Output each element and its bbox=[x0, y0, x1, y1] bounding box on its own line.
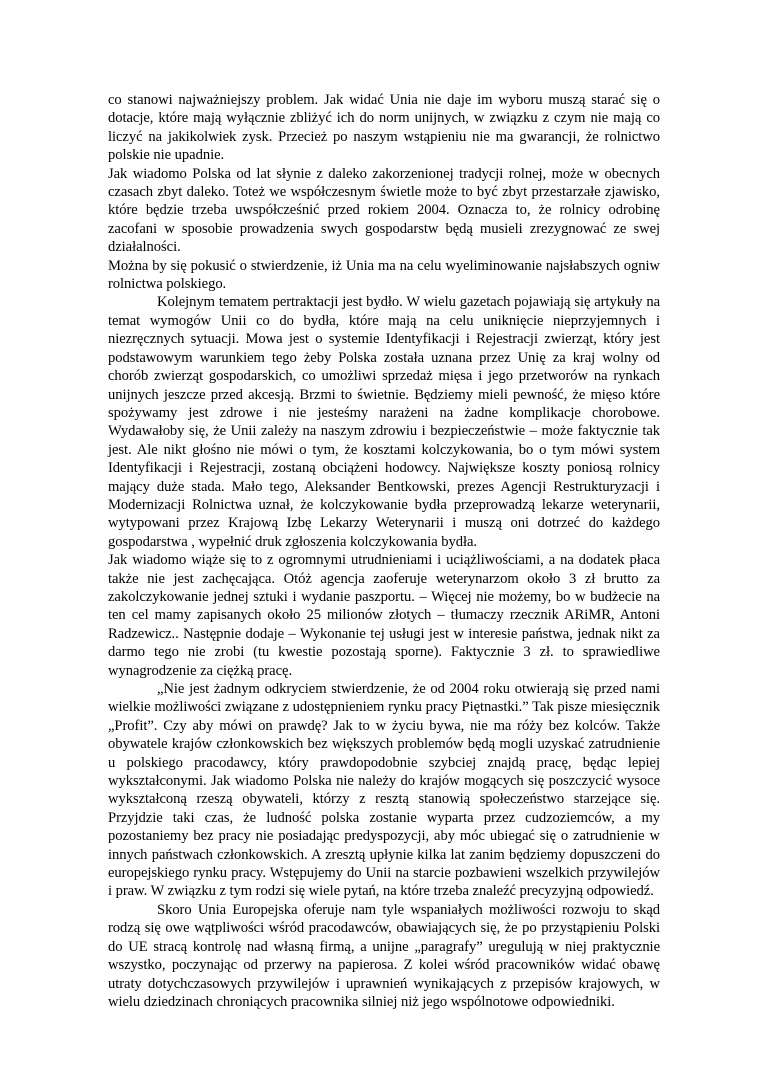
paragraph: Kolejnym tematem pertraktacji jest bydło. W wielu gazetach pojawiają się artykuły na temat wymogów Unii co do bydła, które mają na celu uniknięcie nieprzyjemnych i niezręcznych sytuacji. Mowa jest o systemie Identyfikacji i Rejestracji zwierząt, który jest podstawowym warunkiem tego żeby Polska została uznana przez Unię za kraj wolny od chorób zwierząt gospodarskich, co umożliwi sprzedaż mięsa i jego przetworów na rynkach unijnych jeszcze przed akcesją. Brzmi to świetnie. Będziemy mieli pewność, że mięso które spożywamy jest zdrowe i nie jesteśmy narażeni na żadne komplikacje chorobowe. Wydawałoby się, że Unii zależy na naszym zdrowiu i bezpieczeństwie – może faktycznie tak jest. Ale nikt głośno nie mówi o tym, że kosztami kolczykowania, bo o tym mówi system Identyfikacji i Rejestracji, zostaną obciążeni hodowcy. Największe koszty poniosą rolnicy mający duże stada. Mało tego, Aleksander Bentkowski, prezes Agencji Restrukturyzacji i Modernizacji Rolnictwa uznał, że kolczykowanie bydła przeprowadzą lekarze weterynarii, wytypowani przez Krajową Izbę Lekarzy Weterynarii i muszą oni dotrzeć do każdego gospodarstwa , wypełnić druk zgłoszenia kolczykowania bydła. bbox=[108, 294, 660, 550]
paragraph: Skoro Unia Europejska oferuje nam tyle wspaniałych możliwości rozwoju to skąd rodzą się owe wątpliwości wśród pracodawców, obawiających się, że po przystąpieniu Polski do UE stracą kontrolę nad własną firmą, a unijne „paragrafy” uregulują w niej praktycznie wszystko, poczynając od przerwy na papierosa. Z kolei wśród pracowników widać obawę utraty dotychczasowych przywilejów i uprawnień wynikających z przepisów krajowych, w wielu dziedzinach chroniących pracownika silniej niż jego wspólnotowe odpowiedniki. bbox=[108, 901, 660, 1010]
document-body bbox=[108, 91, 660, 1011]
paragraph: Można by się pokusić o stwierdzenie, iż Unia ma na celu wyeliminowanie najsłabszych ogniw rolnictwa polskiego. bbox=[108, 257, 660, 293]
paragraph: Jak wiadomo wiąże się to z ogromnymi utrudnieniami i uciążliwościami, a na dodatek płaca także nie jest zachęcająca. Otóż agencja zaoferuje weterynarzom około 3 zł brutto za zakolczykowanie jednej sztuki i wydanie paszportu. – Więcej nie możemy, bo w budżecie na ten cel mamy zapisanych około 25 milionów złotych – tłumaczy rzecznik ARiMR, Antoni Radzewicz.. Następnie dodaje – Wykonanie tej usługi jest w interesie państwa, jednak nikt za darmo tego nie zrobi (tu kwestie pozostają sporne). Faktycznie 3 zł. to sprawiedliwe wynagrodzenie za ciężką pracę. bbox=[108, 552, 660, 679]
paragraph: Jak wiadomo Polska od lat słynie z daleko zakorzenionej tradycji rolnej, może w obecnych czasach zbyt daleko. Toteż we współczesnym świetle może to być zbyt przestarzałe zjawisko, które będzie trzeba uwspółcześnić przed rokiem 2004. Oznacza to, że rolnicy odrobinę zacofani w sposobie prowadzenia swych gospodarstw będą musieli zrezygnować ze swej działalności. bbox=[108, 165, 660, 256]
paragraph: co stanowi najważniejszy problem. Jak widać Unia nie daje im wyboru muszą starać się o dotacje, które mają wyłącznie zbliżyć ich do norm unijnych, w związku z czym nie mają co liczyć na jakikolwiek zysk. Przecież po naszym wstąpieniu nie ma gwarancji, że rolnictwo polskie nie upadnie. bbox=[108, 92, 660, 164]
paragraph: „Nie jest żadnym odkryciem stwierdzenie, że od 2004 roku otwierają się przed nami wielkie możliwości związane z udostępnieniem rynku pracy Piętnastki.” Tak pisze miesięcznik „Profit”. Czy aby mówi on prawdę? Jak to w życiu bywa, nie ma róży bez kolców. Także obywatele krajów członkowskich bez większych problemów będą mogli uzyskać zatrudnienie u polskiego pracodawcy, który prawdopodobnie szybciej znajdą pracę, będąc lepiej wykształconymi. Jak wiadomo Polska nie należy do krajów mogących się poszczycić wysoce wykształconą rzeszą obywateli, którzy z resztą stanowią społeczeństwo starzejące się. Przyjdzie taki czas, że ludność polska zostanie wyparta przez cudzoziemców, a my pozostaniemy bez pracy nie posiadając predyspozycji, aby móc ubiegać się o zatrudnienie w innych państwach członkowskich. A zresztą upłynie kilka lat zanim będziemy dopuszczeni do europejskiego rynku pracy. Wstępujemy do Unii na starcie pozbawieni wszelkich przywilejów i praw. W związku z tym rodzi się wiele pytań, na które trzeba znaleźć precyzyjną odpowiedź. bbox=[108, 681, 660, 900]
